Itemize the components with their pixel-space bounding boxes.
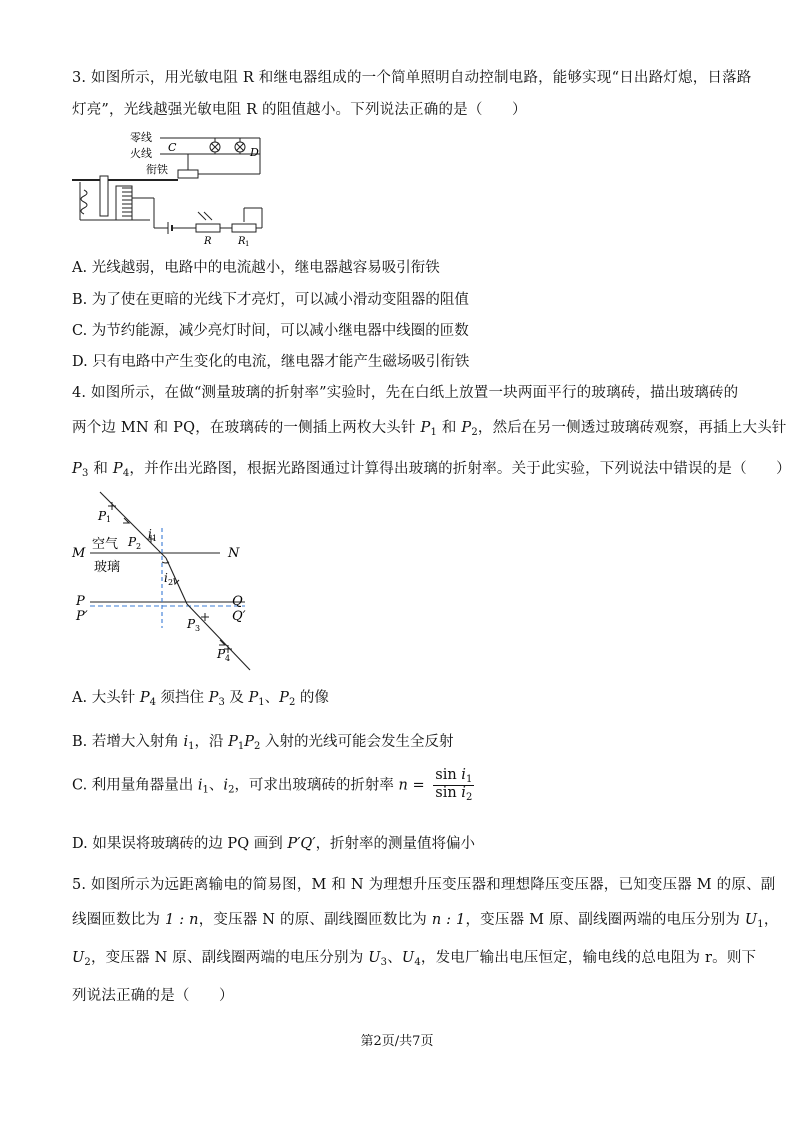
q3-label-R1-sub: 1 xyxy=(245,240,250,246)
q4-pin-P2-label: P xyxy=(128,535,137,549)
q5-stem-line2: 线圈匝数比为 1 : n，变压器 N 的原、副线圈匝数比为 n : 1，变压器 M 原、副线圈两端的电压分别为 $U_1$， xyxy=(72,912,779,930)
q4-label-glass: 玻璃 xyxy=(94,560,121,575)
q5-stem-line1: 5. 如图所示为远距离输电的简易图，M 和 N 为理想升压变压器和理想降压变压器，已知变压器 M 的原、副 xyxy=(72,877,776,893)
q3-label-zero-line: 零线 xyxy=(130,131,152,144)
q4-angle-i2-label: i xyxy=(164,571,168,585)
svg-text:2: 2 xyxy=(136,542,142,551)
q4-refractive-index-fraction: $\frac{\sin i_1}{\sin i_2}$ xyxy=(435,767,473,803)
q3-option-b[interactable]: B. 为了使在更暗的光线下才亮灯，可以减小滑动变阻器的阻值 xyxy=(72,292,469,308)
q4-pin-P4-label: P xyxy=(217,647,226,661)
svg-text:4: 4 xyxy=(225,654,231,663)
q4-stem-line3: $P_3$ 和 $P_4$，并作出光路图，根据光路图通过计算得出玻璃的折射率。关于此实验，下列说法中错误的是（ ） xyxy=(72,461,791,479)
q4-pin-P1-label: P xyxy=(98,509,107,523)
page-footer: 第2页/共7页 xyxy=(360,1034,434,1049)
q3-stem-line2: 灯亮”，光线越强光敏电阻 R 的阻值越小。下列说法正确的是（ ） xyxy=(72,102,527,118)
q3-option-d[interactable]: D. 只有电路中产生变化的电流，继电器才能产生磁场吸引衔铁 xyxy=(72,354,470,370)
q4-stem-line1: 4. 如图所示，在做“测量玻璃的折射率”实验时，先在白纸上放置一块两面平行的玻璃砖，描出玻璃砖的 xyxy=(72,385,739,401)
q4-label-N: N xyxy=(228,546,240,561)
q3-relay-circuit-figure xyxy=(70,128,270,246)
q4-pin-P3-label: P xyxy=(187,617,196,631)
q4-option-b[interactable]: B. 若增大入射角 $i_1$，沿 $P_1P_2$ 入射的光线可能会发生全反射 xyxy=(72,734,454,752)
q3-stem-line1: 3. 如图所示，用光敏电阻 R 和继电器组成的一个简单照明自动控制电路，能够实现“日出路灯熄，日落路 xyxy=(72,70,752,86)
q5-stem-line3: $U_2$，变压器 N 原、副线圈两端的电压分别为 $U_3$、$U_4$，发电厂输出电压恒定，输电线的总电阻为 r。则下 xyxy=(72,950,757,968)
q3-label-fire-line: 火线 xyxy=(130,147,152,160)
q4-option-a[interactable]: A. 大头针 $P_4$ 须挡住 $P_3$ 及 $P_1$、$P_2$ 的像 xyxy=(72,690,329,708)
q4-label-P: P xyxy=(76,594,85,609)
q4-label-air: 空气 xyxy=(92,537,119,552)
svg-text:1: 1 xyxy=(106,515,112,524)
q3-label-R1: R xyxy=(238,236,246,246)
q3-label-C: C xyxy=(168,141,177,154)
q4-label-P-prime: P′ xyxy=(76,609,88,624)
q4-option-c[interactable]: C. 利用量角器量出 $i_1$、$i_2$，可求出玻璃砖的折射率 n = $\frac{\sin i_1}{\sin i_2}$ xyxy=(72,767,473,803)
q3-label-R: R xyxy=(204,236,212,246)
q4-option-d[interactable]: D. 如果误将玻璃砖的边 PQ 画到 P′Q′，折射率的测量值将偏小 xyxy=(72,836,476,852)
q4-refraction-figure xyxy=(70,488,270,673)
q3-option-c[interactable]: C. 为节约能源，减少亮灯时间，可以减小继电器中线圈的匝数 xyxy=(72,323,469,339)
q4-label-Q: Q xyxy=(232,594,243,609)
q3-label-D: D xyxy=(250,146,259,159)
q4-label-Q-prime: Q′ xyxy=(232,609,246,624)
q3-option-a[interactable]: A. 光线越弱，电路中的电流越小，继电器越容易吸引衔铁 xyxy=(72,260,440,276)
q4-label-M: M xyxy=(72,546,86,561)
svg-text:3: 3 xyxy=(195,624,201,633)
svg-text:2: 2 xyxy=(168,578,174,587)
q4-stem-line2: 两个边 MN 和 PQ，在玻璃砖的一侧插上两枚大头针 $P_1$ 和 $P_2$，然后在另一侧透过玻璃砖观察，再插上大头针 xyxy=(72,420,787,438)
q4-angle-i1-label: i xyxy=(148,527,152,541)
q5-stem-line4: 列说法正确的是（ ） xyxy=(72,988,234,1004)
q3-label-armature: 衔铁 xyxy=(146,163,168,176)
svg-text:1: 1 xyxy=(152,534,158,543)
